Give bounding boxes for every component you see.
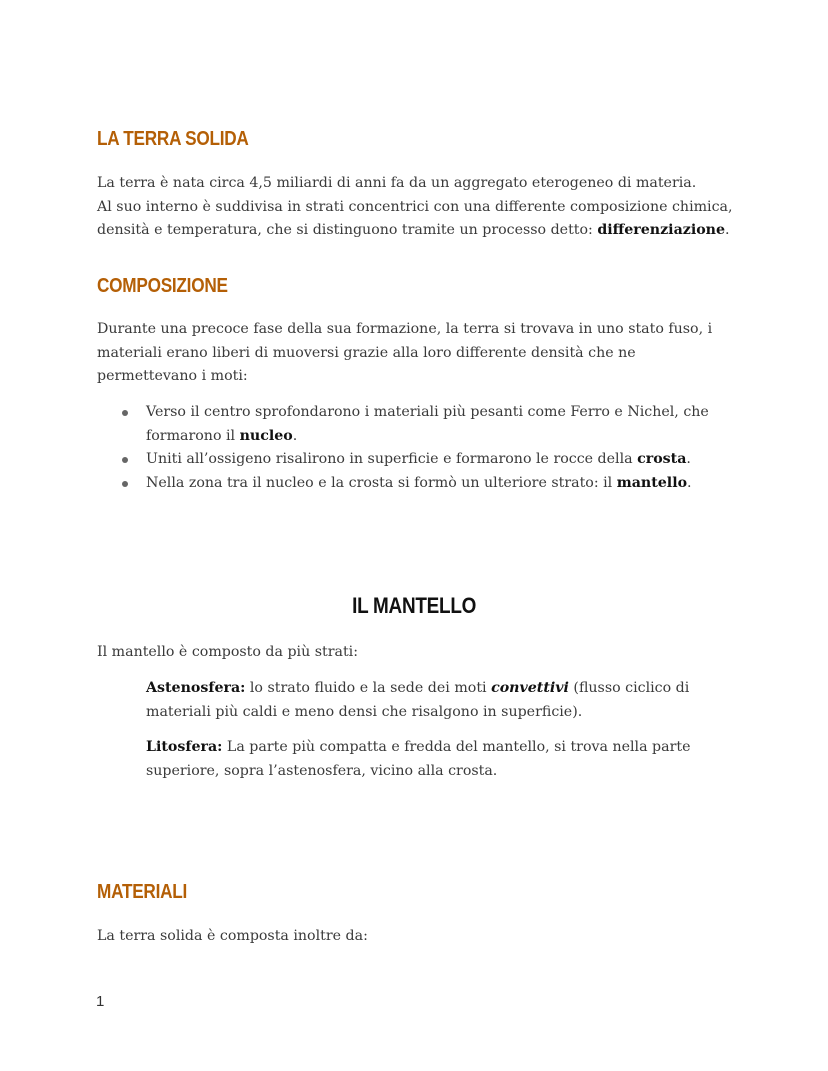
- text-line: [146, 472, 740, 496]
- text-line: [97, 219, 737, 243]
- text-line: materiali più caldi e meno densi che risalgono in superficie).: [146, 703, 583, 720]
- bold-term-crosta: crosta: [637, 451, 687, 467]
- heading-text: IL MANTELLO: [351, 593, 476, 618]
- text-segment: formarono il: [146, 427, 240, 444]
- text-segment: .: [725, 222, 730, 238]
- text-line: La terra è nata circa 4,5 miliardi di anni fa da un aggregato eterogeneo di materia.: [97, 175, 697, 191]
- bullet-list-composizione: [120, 401, 740, 495]
- definition-astenosfera: [146, 677, 746, 724]
- bullet-icon: [122, 457, 128, 463]
- bold-term-mantello: mantello: [616, 474, 688, 491]
- text-segment: (flusso ciclico di: [568, 680, 690, 696]
- text-line: permettevano i moti:: [97, 368, 248, 384]
- paragraph-composizione: [97, 318, 737, 389]
- text-line: Al suo interno è suddivisa in strati concentrici con una differente composizione chimica,: [97, 198, 733, 215]
- paragraph-terra-solida: [97, 172, 737, 243]
- bullet-icon: [122, 481, 128, 487]
- text-line: [146, 425, 740, 449]
- bold-term-nucleo: nucleo: [239, 427, 293, 444]
- text-segment: densità e temperatura, che si distinguono tramite un processo detto:: [97, 222, 598, 238]
- page-number: 1: [96, 993, 105, 1010]
- text-line: La terra solida è composta inoltre da:: [97, 928, 368, 944]
- text-line: Verso il centro sprofondarono i materiali più pesanti come Ferro e Nichel, che: [146, 404, 709, 420]
- definition-litosfera: [146, 736, 746, 783]
- list-item: [120, 448, 740, 472]
- text-line: [146, 677, 746, 701]
- term-astenosfera: Astenosfera:: [146, 680, 246, 696]
- list-item: [120, 472, 740, 496]
- text-line: Durante una precoce fase della sua formazione, la terra si trovava in uno stato fuso, i: [97, 321, 713, 337]
- text-segment: lo strato fluido e la sede dei moti: [245, 680, 492, 696]
- text-line: Il mantello è composto da più strati:: [97, 644, 358, 660]
- heading-composizione: COMPOSIZIONE: [97, 275, 228, 297]
- bold-term-differenziazione: differenziazione: [597, 222, 726, 238]
- heading-il-mantello: [0, 593, 828, 619]
- paragraph-mantello-intro: [97, 641, 737, 665]
- heading-la-terra-solida: LA TERRA SOLIDA: [97, 128, 249, 150]
- text-line: superiore, sopra l’astenosfera, vicino alla crosta.: [146, 762, 498, 779]
- text-line: [146, 736, 746, 760]
- text-line: [146, 448, 740, 472]
- text-line: materiali erano liberi di muoversi grazie alla loro differente densità che ne: [97, 344, 636, 361]
- emphasis-convettivi: convettivi: [491, 680, 569, 696]
- text-segment: Uniti all’ossigeno risalirono in superficie e formarono le rocce della: [146, 451, 638, 467]
- list-item: [120, 401, 740, 448]
- text-segment: .: [292, 427, 298, 444]
- text-segment: .: [686, 451, 691, 467]
- text-segment: .: [687, 474, 692, 491]
- text-segment: Nella zona tra il nucleo e la crosta si formò un ulteriore strato: il: [146, 474, 617, 491]
- term-litosfera: Litosfera:: [146, 739, 223, 755]
- heading-materiali: MATERIALI: [97, 881, 188, 903]
- paragraph-materiali: [97, 925, 737, 949]
- bullet-icon: [122, 410, 128, 416]
- text-segment: La parte più compatta e fredda del mantello, si trova nella parte: [222, 739, 691, 755]
